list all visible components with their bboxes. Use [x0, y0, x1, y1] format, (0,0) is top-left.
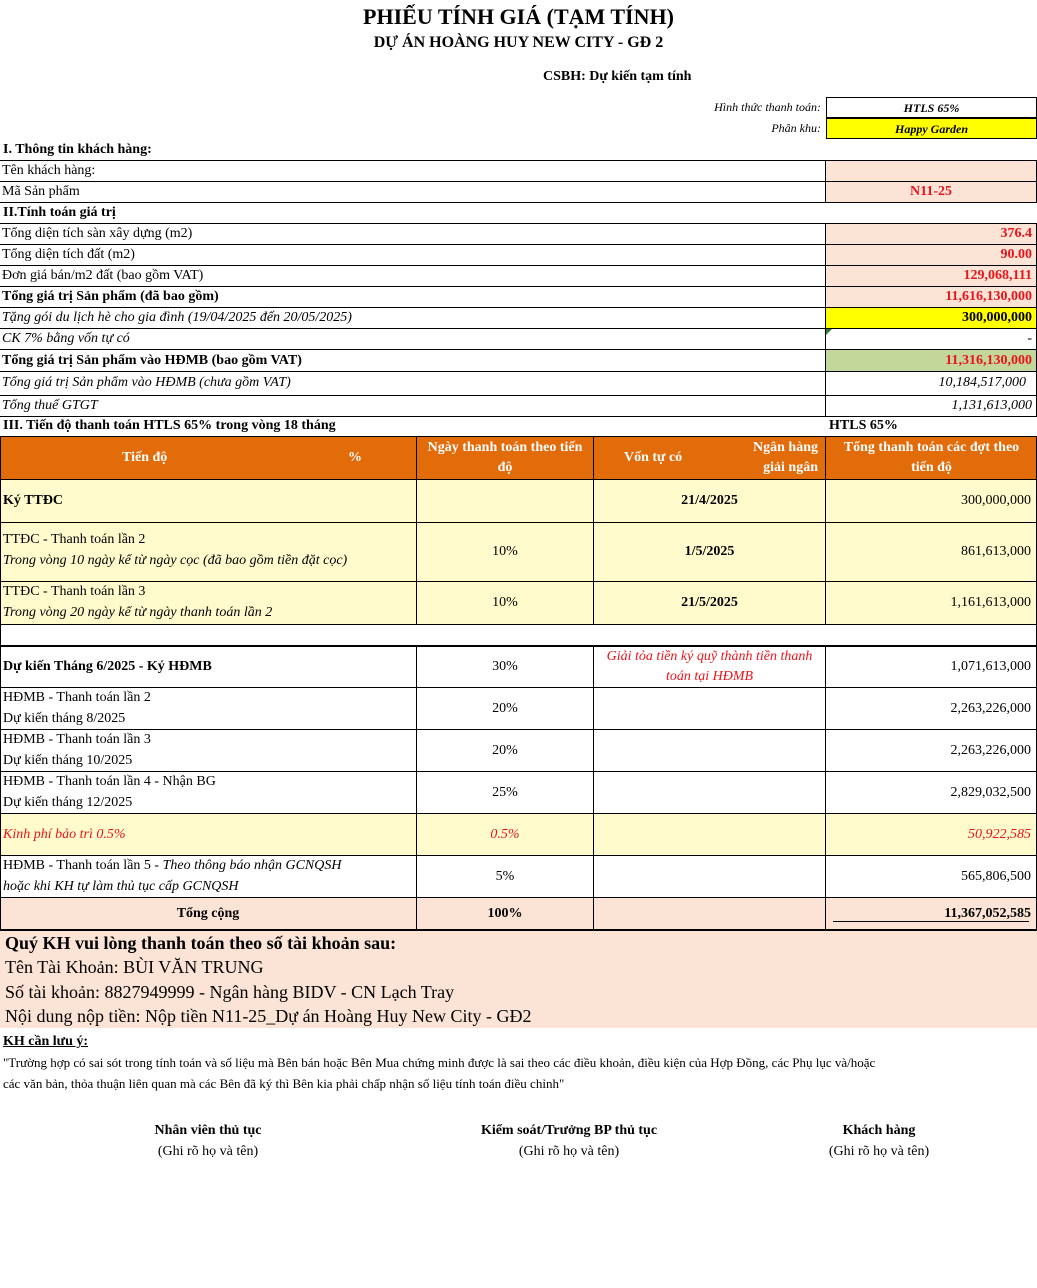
schedule-row-pct: 5% — [495, 868, 515, 884]
calc-label: Tổng giá trị Sản phẩm vào HĐMB (bao gồm VAT) — [2, 352, 302, 368]
product-label: Mã Sản phẩm — [2, 184, 80, 199]
schedule-row-sublabel: Dự kiến tháng 10/2025 — [3, 753, 133, 768]
calc-row — [0, 329, 1037, 349]
schedule-row-pct: 30% — [492, 658, 518, 674]
schedule-row-sublabel: Dự kiến tháng 8/2025 — [3, 711, 126, 726]
schedule-row-date: 21/5/2025 — [681, 595, 738, 610]
schedule-row-sublabel: Trong vòng 10 ngày kể từ ngày cọc (đã bao gồm tiền đặt cọc) — [3, 553, 348, 568]
calc-row — [0, 396, 1037, 416]
total-label: Tổng cộng — [176, 906, 240, 921]
signature-hint: (Ghi rõ họ và tên) — [157, 1144, 259, 1159]
section3-heading: III. Tiến độ thanh toán HTLS 65% trong vòng 18 tháng — [3, 418, 336, 433]
schedule-row-sublabel: Dự kiến tháng 12/2025 — [3, 795, 133, 810]
schedule-row-amount: 565,806,500 — [961, 868, 1031, 884]
bank-transfer-content: Nội dung nộp tiền: Nộp tiền N11-25_Dự án Hoàng Huy New City - GĐ2 — [5, 1006, 532, 1026]
calc-label: Tổng diện tích sàn xây dựng (m2) — [2, 226, 193, 241]
calc-value: 11,616,130,000 — [826, 287, 1036, 307]
customer-row — [0, 161, 1037, 181]
zone-value[interactable]: Happy Garden — [826, 118, 1037, 139]
bank-heading: Quý KH vui lòng thanh toán theo số tài khoản sau: — [5, 933, 397, 953]
section2-heading: II.Tính toán giá trị — [3, 205, 116, 220]
calc-value: 129,068,111 — [826, 266, 1036, 286]
zone-label: Phân khu: — [771, 121, 821, 135]
total-underline — [833, 921, 1029, 922]
schedule-row-label: HĐMB - Thanh toán lần 3 — [3, 732, 151, 747]
section1-heading: I. Thông tin khách hàng: — [3, 142, 152, 157]
bank-account-number: Số tài khoản: 8827949999 - Ngân hàng BIDV - CN Lạch Tray — [5, 982, 455, 1002]
signature-hint: (Ghi rõ họ và tên) — [828, 1144, 930, 1159]
page-title: PHIẾU TÍNH GIÁ (TẠM TÍNH) — [363, 4, 674, 29]
calc-row — [0, 308, 1037, 328]
calc-row — [0, 350, 1037, 371]
schedule-row-pct: 10% — [492, 595, 518, 610]
schedule-row-date: 1/5/2025 — [684, 544, 735, 559]
total-pct: 100% — [487, 906, 523, 921]
schedule-row-label: HĐMB - Thanh toán lần 2 — [3, 690, 151, 705]
signature-title: Kiểm soát/Trưởng BP thủ tục — [480, 1123, 658, 1138]
note-line-2: các văn bản, thỏa thuận liên quan mà các Bên đã ký thì Bên kia phải chấp nhận số liệu tính toán điều chỉnh" — [3, 1076, 565, 1091]
csbh-label: CSBH: Dự kiến tạm tính — [543, 69, 692, 84]
schedule-row-sublabel: Trong vòng 20 ngày kể từ ngày thanh toán lần 2 — [3, 605, 273, 620]
col-header-ngay: Ngày thanh toán theo tiến độ — [427, 439, 583, 475]
signature-hint: (Ghi rõ họ và tên) — [518, 1144, 620, 1159]
calc-value: 10,184,517,000 — [938, 375, 1026, 390]
calc-value: 90.00 — [826, 245, 1036, 265]
page-subtitle: DỰ ÁN HOÀNG HUY NEW CITY - GĐ 2 — [373, 34, 664, 51]
calc-label: Tổng thuế GTGT — [2, 398, 98, 413]
calc-label: Tổng diện tích đất (m2) — [2, 247, 135, 262]
col-header-von: Vốn tự có Ngân hàng giải ngân — [624, 439, 818, 475]
calc-label: CK 7% bằng vốn tự có — [2, 331, 130, 346]
schedule-row-amount: 2,829,032,500 — [950, 784, 1031, 800]
calc-value: 376.4 — [826, 224, 1036, 244]
product-value[interactable]: N11-25 — [826, 182, 1036, 202]
section3-right-label: HTLS 65% — [829, 418, 898, 433]
payment-method-label: Hình thức thanh toán: — [714, 100, 821, 114]
schedule-row-pct: 0.5% — [490, 826, 520, 842]
calc-label: Tặng gói du lịch hè cho gia đình (19/04/2025 đến 20/05/2025) — [2, 310, 352, 325]
product-row — [0, 182, 1037, 202]
customer-value[interactable] — [826, 161, 1036, 181]
schedule-row-label: TTĐC - Thanh toán lần 2 — [3, 532, 146, 547]
calc-row — [0, 245, 1037, 265]
schedule-row-pct: 10% — [492, 544, 518, 559]
schedule-row-amount: 1,161,613,000 — [950, 595, 1031, 610]
schedule-row-label: Kinh phí bảo trì 0.5% — [3, 826, 126, 842]
col-header-tong: Tổng thanh toán các đợt theo tiến độ — [843, 439, 1020, 475]
calc-value: - — [1027, 331, 1032, 346]
schedule-row-amount: 50,922,585 — [968, 826, 1031, 842]
calc-row — [0, 287, 1037, 307]
schedule-row-amount: 2,263,226,000 — [950, 700, 1031, 716]
signature-title: Khách hàng — [842, 1123, 916, 1138]
schedule-row-label: Ký TTĐC — [3, 493, 64, 508]
customer-label: Tên khách hàng: — [2, 163, 96, 178]
schedule-row-label: HĐMB - Thanh toán lần 5 - Theo thông báo nhận GCNQSH — [3, 858, 342, 873]
schedule-row-date: 21/4/2025 — [681, 493, 738, 508]
calc-value: 11,316,130,000 — [826, 350, 1036, 371]
calc-row — [0, 266, 1037, 286]
schedule-row-sublabel: hoặc khi KH tự làm thủ tục cấp GCNQSH — [3, 879, 239, 894]
schedule-row-pct: 20% — [492, 700, 518, 716]
schedule-row-note: Giải tỏa tiền ký quỹ thành tiền thanh toán tại HĐMB — [606, 648, 813, 684]
bank-account-name: Tên Tài Khoản: BÙI VĂN TRUNG — [5, 957, 264, 977]
calc-value: 300,000,000 — [826, 308, 1036, 328]
note-heading: KH cần lưu ý: — [3, 1034, 89, 1049]
schedule-row-label: Dự kiến Tháng 6/2025 - Ký HĐMB — [3, 658, 212, 674]
total-amount: 11,367,052,585 — [944, 906, 1031, 921]
calc-label: Đơn giá bán/m2 đất (bao gồm VAT) — [2, 268, 204, 283]
col-header-tiendo: Tiến độ % — [122, 449, 362, 465]
schedule-row-amount: 300,000,000 — [961, 493, 1031, 508]
schedule-row-pct: 25% — [492, 784, 518, 800]
calc-label: Tổng giá trị Sản phẩm vào HĐMB (chưa gồm VAT) — [2, 375, 291, 390]
payment-method-value[interactable]: HTLS 65% — [826, 97, 1037, 118]
note-line-1: "Trường hợp có sai sót trong tính toán và số liệu mà Bên bán hoặc Bên Mua chứng minh được là sai theo các điều khoản, điều kiện của Hợp Đồng, các Phụ lục và/hoặc — [3, 1055, 876, 1070]
schedule-row-pct: 20% — [492, 742, 518, 758]
comment-marker-icon — [826, 329, 832, 335]
calc-row — [0, 224, 1037, 244]
schedule-row-label: TTĐC - Thanh toán lần 3 — [3, 584, 146, 599]
schedule-row-label: HĐMB - Thanh toán lần 4 - Nhận BG — [3, 774, 216, 789]
schedule-row-amount: 861,613,000 — [961, 544, 1031, 559]
schedule-row-amount: 2,263,226,000 — [950, 742, 1031, 758]
schedule-row-amount: 1,071,613,000 — [950, 658, 1031, 674]
calc-label: Tổng giá trị Sản phẩm (đã bao gồm) — [2, 289, 219, 304]
signature-title: Nhân viên thủ tục — [154, 1123, 262, 1138]
calc-value: 1,131,613,000 — [951, 398, 1032, 413]
calc-row — [0, 372, 1037, 394]
